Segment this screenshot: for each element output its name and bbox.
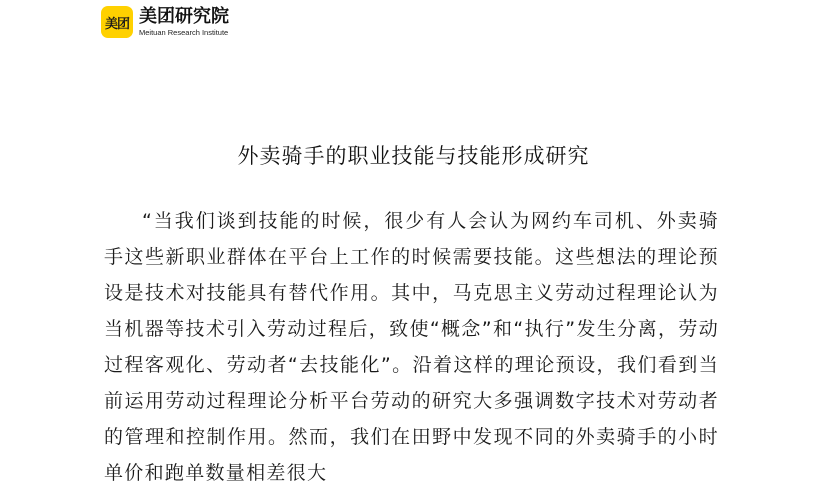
body-paragraph: “当我们谈到技能的时候，很少有人会认为网约车司机、外卖骑手这些新职业群体在平台上工作的时候需要技能。这些想法的理论预设是技术对技能具有替代作用。其中，马克思主义劳动过程理论认为当机器等技术引入劳动过程后，致使“概念”和“执行”发生分离，劳动过程客观化、劳动者“去技能化”。沿着这样的理论预设，我们看到当前运用劳动过程理论分析平台劳动的研究大多强调数字技术对劳动者的管理和控制作用。然而，我们在田野中发现不同的外卖骑手的小时单价和跑单数量相差很大 (104, 210, 719, 484)
org-name-cn: 美团研究院 (139, 6, 229, 27)
meituan-logo (101, 6, 229, 38)
document-title: 外卖骑手的职业技能与技能形成研究 (237, 144, 590, 168)
logo-badge: 美团 (101, 6, 133, 38)
logo-text (139, 7, 229, 37)
org-name-en: Meituan Research Institute (139, 28, 229, 37)
